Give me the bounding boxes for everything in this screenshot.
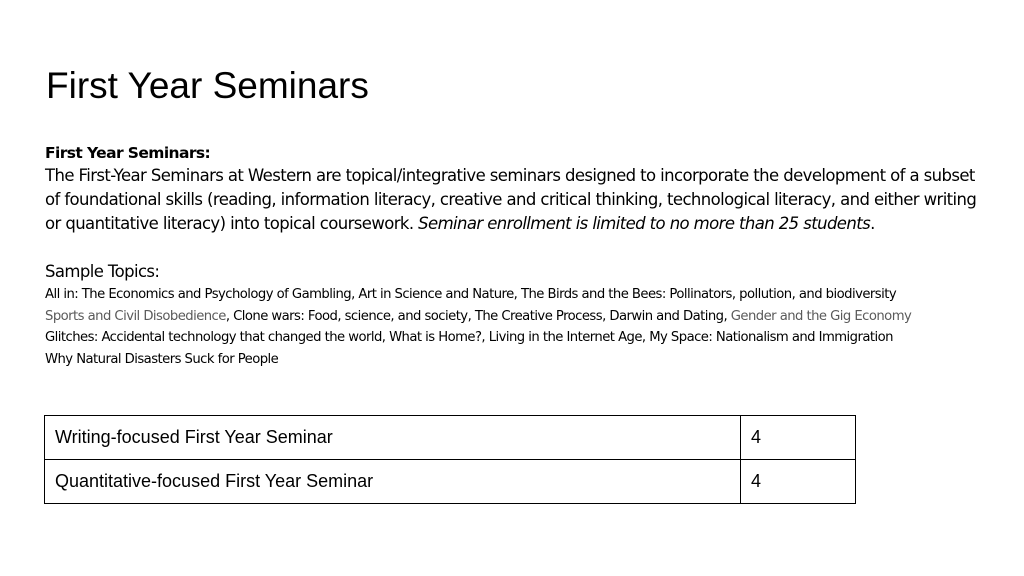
table-row	[45, 460, 856, 504]
table-row	[45, 416, 856, 460]
section-description	[45, 164, 990, 236]
seminar-type-cell: Writing-focused First Year Seminar	[45, 416, 741, 460]
enrollment-note: Seminar enrollment is limited to no more than 25 students	[418, 214, 871, 233]
page-title: First Year Seminars	[46, 65, 369, 106]
topics-line-2	[45, 306, 990, 328]
section-heading: First Year Seminars:	[45, 144, 211, 162]
topic-sports-civil-disobedience: Sports and Civil Disobedience	[45, 308, 226, 324]
content-body	[45, 142, 990, 370]
topics-line-3: Glitches: Accidental technology that changed the world, What is Home?, Living in the Internet Age, My Space: Nationalism and Immigration	[45, 330, 893, 345]
topics-line-2-middle: , Clone wars: Food, science, and society, The Creative Process, Darwin and Dating,	[225, 308, 731, 324]
credits-cell: 4	[741, 460, 856, 504]
description-text: The First-Year Seminars at Western are topical/integrative seminars designed to incorporate the development of a subset of foundational skills (reading, information literacy, creative and critical thinking, technological literacy, and either writing or quantitative literacy) into topical coursework.	[45, 166, 977, 233]
enrollment-note-end: .	[870, 214, 875, 233]
topics-heading: Sample Topics:	[45, 262, 160, 281]
topic-gender-gig-economy: Gender and the Gig Economy	[730, 308, 912, 324]
seminar-table	[44, 415, 856, 504]
seminar-type-cell: Quantitative-focused First Year Seminar	[45, 460, 741, 504]
credits-cell: 4	[741, 416, 856, 460]
topics-line-4: Why Natural Disasters Suck for People	[45, 351, 279, 367]
topics-line-1: All in: The Economics and Psychology of Gambling, Art in Science and Nature, The Birds and the Bees: Pollinators, pollution, and biodiversity	[45, 287, 897, 302]
